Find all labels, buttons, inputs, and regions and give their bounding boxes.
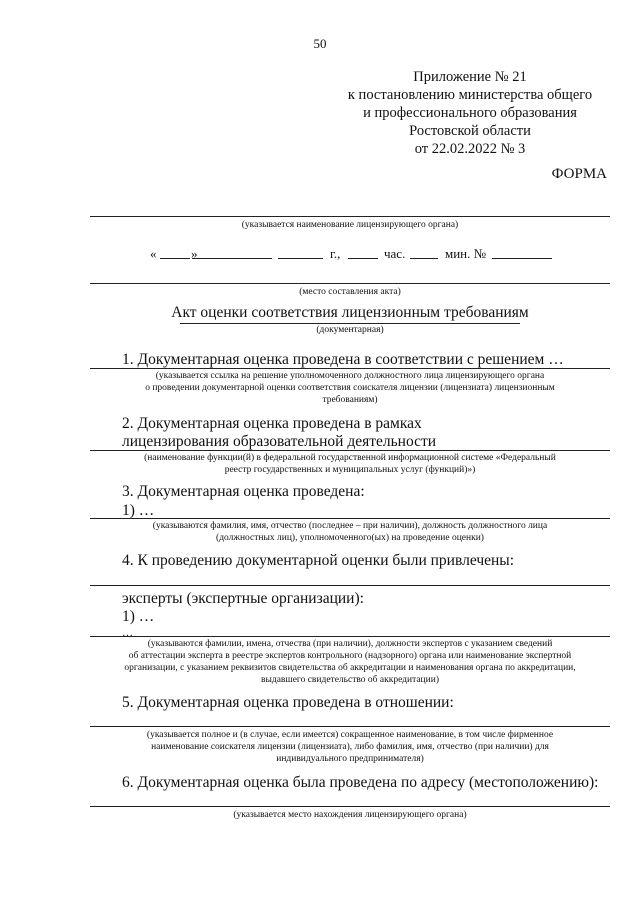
hint-line: реестр государственных и муниципальных услуг (функций)»)	[224, 465, 476, 475]
hint-line: индивидуального предпринимателя)	[276, 754, 424, 764]
item-2-field[interactable]	[90, 450, 610, 451]
experts-sub-2: …	[122, 627, 133, 639]
hint-function	[90, 452, 610, 476]
appendix-line: Приложение № 21	[413, 69, 527, 85]
page-number: 50	[313, 36, 327, 51]
appendix-header	[330, 68, 610, 158]
experts-field[interactable]	[90, 636, 610, 637]
year-field[interactable]	[278, 246, 323, 259]
item-2-line-1: 2. Документарная оценка проведена в рамках	[122, 415, 422, 432]
item-4: 4. К проведению документарной оценки были привлечены:	[122, 552, 515, 569]
hint-location: (указывается место нахождения лицензирующего органа)	[233, 810, 467, 820]
hint-line: выдавшего свидетельство об аккредитации)	[261, 675, 439, 685]
appendix-line: к постановлению министерства общего	[347, 87, 593, 103]
hint-subject	[90, 729, 610, 765]
experts-sub-1: 1) …	[122, 608, 155, 625]
month-field[interactable]	[192, 246, 272, 259]
item-1-field[interactable]	[90, 368, 610, 369]
hint-officials	[90, 520, 610, 544]
hint-line: об аттестации эксперта в реестре экспертов контрольного (надзорного) органа или наименование экспертной	[128, 651, 572, 661]
item-5: 5. Документарная оценка проведена в отношении:	[122, 694, 454, 711]
item-5-field[interactable]	[90, 726, 610, 727]
hint-line: организации, с указанием реквизитов свидетельства об аккредитации и наименования органа по аккредитации,	[124, 663, 576, 673]
minutes-field[interactable]	[410, 246, 438, 259]
hint-decision-ref	[90, 370, 610, 406]
act-number-field[interactable]	[492, 246, 552, 259]
appendix-line: Ростовской области	[409, 123, 531, 139]
hours-label: час.	[384, 246, 406, 261]
hint-line: (должностных лиц), уполномоченного(ых) на проведение оценки)	[216, 533, 484, 543]
hint-licensing-body: (указывается наименование лицензирующего органа)	[241, 220, 459, 230]
appendix-line: от 22.02.2022 № 3	[414, 141, 526, 157]
day-field[interactable]	[160, 246, 190, 259]
hint-line: (указывается ссылка на решение уполномоченного должностного лица лицензирующего органа	[155, 371, 545, 381]
item-3: 3. Документарная оценка проведена:	[122, 483, 365, 500]
item-6-field[interactable]	[90, 806, 610, 807]
item-2-line-2: лицензирования образовательной деятельности	[122, 433, 437, 450]
item-6: 6. Документарная оценка была проведена по адресу (местоположению):	[122, 774, 599, 791]
form-label: ФОРМА	[551, 166, 607, 182]
hint-place: (место составления акта)	[299, 287, 401, 297]
item-1: 1. Документарная оценка проведена в соответствии с решением …	[122, 351, 564, 368]
hint-line: (указывается полное и (в случае, если имеется) сокращенное наименование, в том числе фирменное	[146, 730, 554, 740]
hint-line: (указываются фамилии, имена, отчества (при наличии), должности экспертов с указанием сведений	[147, 639, 553, 649]
hint-line: наименование соискателя лицензии (лицензиата), либо фамилия, имя, отчество (при наличии) для	[151, 742, 549, 752]
minutes-number-label: мин. №	[445, 246, 487, 261]
hint-line: о проведении документарной оценки соответствия соискателя лицензии (лицензиата) лицензионным	[145, 383, 555, 393]
licensing-body-field[interactable]	[90, 216, 610, 217]
item-4-field[interactable]	[90, 585, 610, 586]
experts-label: эксперты (экспертные организации):	[122, 590, 364, 607]
act-title: Акт оценки соответствия лицензионным требованиям	[171, 304, 529, 321]
quote-close: »	[191, 246, 198, 261]
hint-line: требованиям)	[322, 395, 378, 405]
quote-open: «	[150, 246, 157, 261]
year-suffix: г.,	[330, 246, 341, 261]
place-field[interactable]	[90, 283, 610, 284]
hint-line: (наименование функции(й) в федеральной государственной информационной системе «Федеральный	[144, 453, 556, 463]
hint-experts	[90, 638, 610, 686]
appendix-line: и профессионального образования	[363, 105, 577, 121]
item-3-field[interactable]	[90, 518, 610, 519]
hours-field[interactable]	[348, 246, 378, 259]
hint-assessment-type: (документарная)	[316, 325, 384, 335]
item-3-sub: 1) …	[122, 502, 155, 519]
hint-line: (указываются фамилия, имя, отчество (последнее – при наличии), должность должностного лица	[152, 521, 548, 531]
